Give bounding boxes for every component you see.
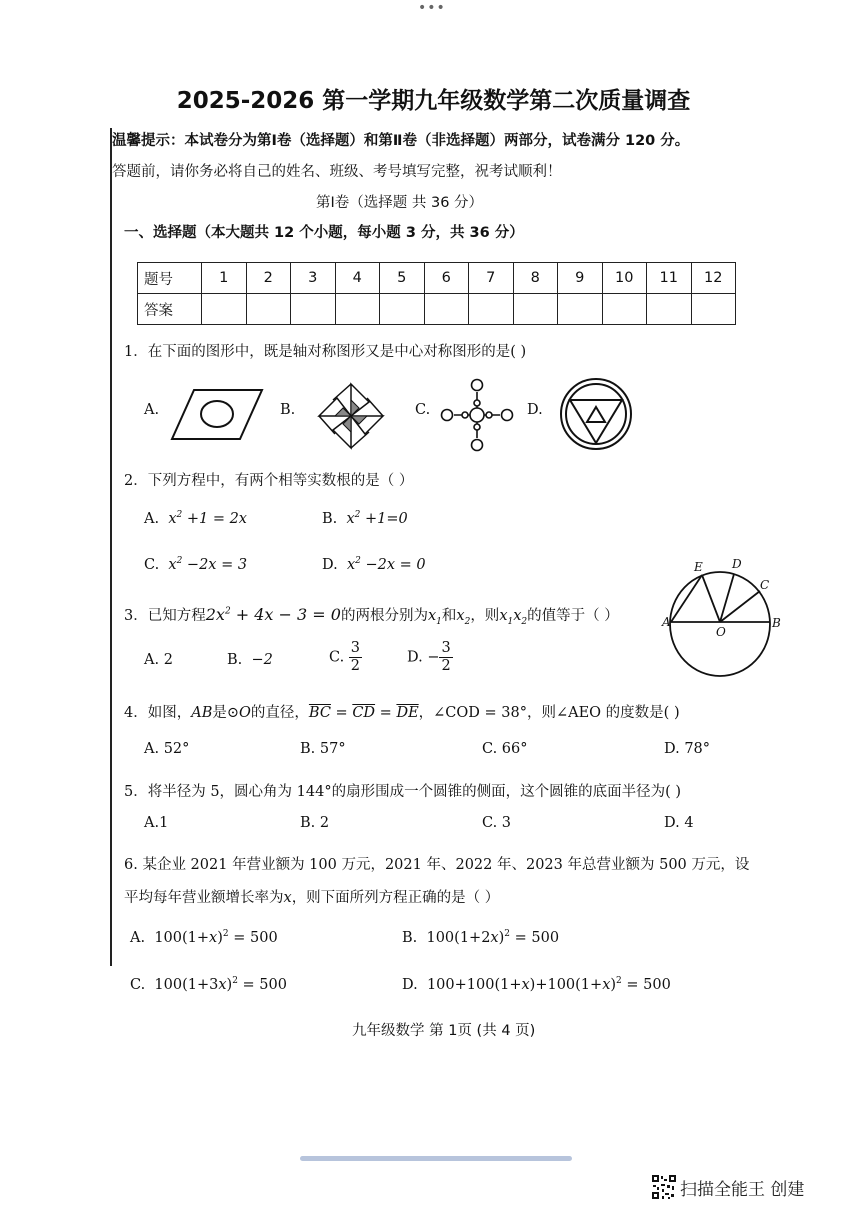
q4-point-e-label: E — [694, 560, 703, 574]
q3-equation: $2x^2 + 4x - 3 = 0$ — [205, 605, 341, 624]
q2-option-b-equation: $x^2 +1=0$ — [346, 510, 408, 527]
notice-line-2: 答题前，请你务必将自己的姓名、班级、考号填写完整，祝考试顺利！ — [112, 164, 562, 180]
answer-cell[interactable] — [380, 294, 425, 325]
q4-circle-figure — [660, 555, 786, 693]
q3-x1: $x_1$ — [427, 608, 442, 627]
binding-margin-line — [110, 128, 112, 966]
q3-option-b-value: −2 — [251, 652, 273, 668]
q1-option-c-label: C. — [415, 402, 431, 418]
q4-point-d-label: D — [732, 557, 742, 571]
answer-cell[interactable] — [246, 294, 291, 325]
table-number: 6 — [424, 263, 469, 294]
table-number: 4 — [335, 263, 380, 294]
table-header-label: 题号 — [138, 263, 202, 294]
q2-option-c — [144, 556, 247, 573]
table-number: 9 — [558, 263, 603, 294]
answer-cell[interactable] — [424, 294, 469, 325]
section1-header: 一、选择题（本大题共 12 个小题，每小题 3 分，共 36 分） — [124, 225, 524, 241]
q6-option-a-label: A. — [130, 929, 146, 946]
q4-stem-pre: 4．如图， — [124, 705, 192, 721]
q4-point-a-label: A — [662, 615, 671, 629]
q2-option-b-label: B. — [322, 510, 338, 527]
answer-cell[interactable] — [647, 294, 692, 325]
table-number: 12 — [691, 263, 736, 294]
q1-option-b-label: B. — [280, 402, 296, 418]
q6-variable-x: x — [283, 890, 292, 906]
answer-cell[interactable] — [469, 294, 514, 325]
q6-option-a — [130, 929, 278, 946]
q2-option-a-equation: $x^2 +1 = 2x$ — [168, 510, 247, 527]
scanner-brand-label: 扫描全能王 创建 — [680, 1180, 805, 1200]
table-answer-label: 答案 — [138, 294, 202, 325]
q1-parallelogram-circle-figure — [168, 387, 268, 443]
answer-table-number-row — [138, 263, 736, 294]
qr-code-icon — [651, 1174, 677, 1200]
q4-point-c-label: C — [760, 578, 770, 592]
q6-option-c — [130, 976, 287, 993]
answer-cell[interactable] — [291, 294, 336, 325]
q3-option-a: A. 2 — [144, 652, 173, 668]
answer-cell[interactable] — [558, 294, 603, 325]
q2-option-d — [322, 556, 426, 573]
q1-cross-circles-figure — [440, 378, 514, 452]
q4-diameter: AB — [191, 705, 213, 721]
q4-point-o-label: O — [716, 625, 726, 639]
answer-cell[interactable] — [691, 294, 736, 325]
q3-option-d-label: D. — [407, 649, 423, 666]
exam-title: 2025-2026 第一学期九年级数学第二次质量调查 — [176, 88, 691, 114]
q3-stem-pre: 3．已知方程 — [124, 608, 206, 624]
table-number: 7 — [469, 263, 514, 294]
q3-stem-mid: 的两根分别为 — [340, 608, 428, 624]
table-number: 3 — [291, 263, 336, 294]
part1-header: 第Ⅰ卷（选择题 共 36 分） — [316, 195, 484, 211]
answer-table-answer-row — [138, 294, 736, 325]
q3-option-b — [227, 652, 273, 668]
q5-option-b: B. 2 — [300, 815, 330, 831]
q4-option-b: B. 57° — [300, 741, 346, 757]
page-footer: 九年级数学 第 1页 (共 4 页) — [352, 1023, 536, 1039]
question-4-stem — [124, 701, 680, 722]
answer-table — [137, 262, 736, 325]
q2-option-a — [144, 510, 247, 527]
q3-option-d-fraction: $\frac{3}{2}$ — [441, 640, 451, 674]
q3-option-b-label: B. — [227, 652, 243, 668]
q5-option-d: D. 4 — [664, 815, 694, 831]
q6-option-b-equation: $100(1+2x)^2 = 500$ — [426, 929, 560, 946]
q4-option-a: A. 52° — [144, 741, 190, 757]
q6-stem2-pre: 平均每年营业额增长率为 — [124, 890, 284, 906]
q1-circle-triangles-figure — [556, 375, 636, 453]
table-number: 8 — [513, 263, 558, 294]
q2-option-b — [322, 510, 408, 527]
horizontal-scrollbar[interactable] — [300, 1156, 572, 1161]
q3-stem-and: 和 — [441, 608, 457, 624]
q4-option-c: C. 66° — [482, 741, 528, 757]
q1-option-a-label: A. — [144, 402, 160, 418]
question-5-stem: 5．将半径为 5，圆心角为 144°的扇形围成一个圆锥的侧面，这个圆锥的底面半径为( ) — [124, 784, 682, 800]
q6-stem2-post: ，则下面所列方程正确的是（ ） — [291, 890, 500, 906]
q1-option-d-label: D. — [527, 402, 543, 418]
answer-cell[interactable] — [513, 294, 558, 325]
q1-pinwheel-figure — [305, 380, 397, 452]
q2-option-c-label: C. — [144, 556, 160, 573]
q6-option-c-equation: $100(1+3x)^2 = 500$ — [154, 976, 287, 993]
q4-stem-1: 是 — [212, 705, 227, 721]
question-6-stem-line-2 — [124, 886, 499, 907]
q3-option-d: D. − $\frac{3}{2}$ — [407, 640, 451, 674]
page-indicator-dots: ••• — [418, 0, 446, 16]
table-number: 5 — [380, 263, 425, 294]
q2-option-a-label: A. — [144, 510, 160, 527]
q6-option-a-equation: $100(1+x)^2 = 500$ — [154, 929, 278, 946]
question-3-stem — [124, 604, 619, 627]
q3-x2: $x_2$ — [456, 608, 471, 627]
q4-circle-o: ⊙O — [226, 705, 251, 721]
table-number: 11 — [647, 263, 692, 294]
question-2-stem: 2．下列方程中，有两个相等实数根的是（ ） — [124, 473, 414, 489]
answer-cell[interactable] — [202, 294, 247, 325]
q2-option-d-label: D. — [322, 556, 338, 573]
q4-arcs: $\overline{BC} = \overline{CD} = \overline{DE}$ — [308, 705, 419, 721]
q6-option-c-label: C. — [130, 976, 146, 993]
q4-stem-3: ，∠COD = 38°，则∠AEO 的度数是( ) — [418, 705, 680, 721]
notice-line-1: 温馨提示：本试卷分为第Ⅰ卷（选择题）和第Ⅱ卷（非选择题）两部分，试卷满分 120 分。 — [112, 133, 690, 149]
q3-option-c — [329, 640, 362, 675]
q6-option-d-equation: $100+100(1+x)+100(1+x)^2 = 500$ — [426, 976, 671, 993]
q2-option-c-equation: $x^2 -2x = 3$ — [168, 556, 248, 573]
q2-option-d-equation: $x^2 -2x = 0$ — [346, 556, 426, 573]
question-6-stem-line-1: 6. 某企业 2021 年营业额为 100 万元，2021 年、2022 年、2023 年总营业额为 500 万元，设 — [124, 857, 750, 873]
question-1-stem: 1．在下面的图形中，既是轴对称图形又是中心对称图形的是( ) — [124, 344, 527, 360]
answer-cell[interactable] — [335, 294, 380, 325]
table-number: 1 — [202, 263, 247, 294]
answer-cell[interactable] — [602, 294, 647, 325]
table-number: 10 — [602, 263, 647, 294]
q4-point-b-label: B — [772, 616, 781, 630]
q6-option-d — [402, 976, 671, 993]
q6-option-b-label: B. — [402, 929, 418, 946]
table-number: 2 — [246, 263, 291, 294]
q6-option-d-label: D. — [402, 976, 418, 993]
q3-stem-end: 的值等于（ ） — [527, 608, 619, 624]
q4-stem-2: 的直径， — [250, 705, 309, 721]
q3-stem-post: ，则 — [470, 608, 500, 624]
q5-option-c: C. 3 — [482, 815, 512, 831]
q6-option-b — [402, 929, 559, 946]
q3-option-c-fraction: $\frac{3}{2}$ — [350, 640, 361, 674]
q3-option-c-label: C. — [329, 649, 345, 666]
q5-option-a: A.1 — [144, 815, 169, 831]
q4-option-d: D. 78° — [664, 741, 711, 757]
q3-product: $x_1x_2$ — [499, 608, 528, 627]
